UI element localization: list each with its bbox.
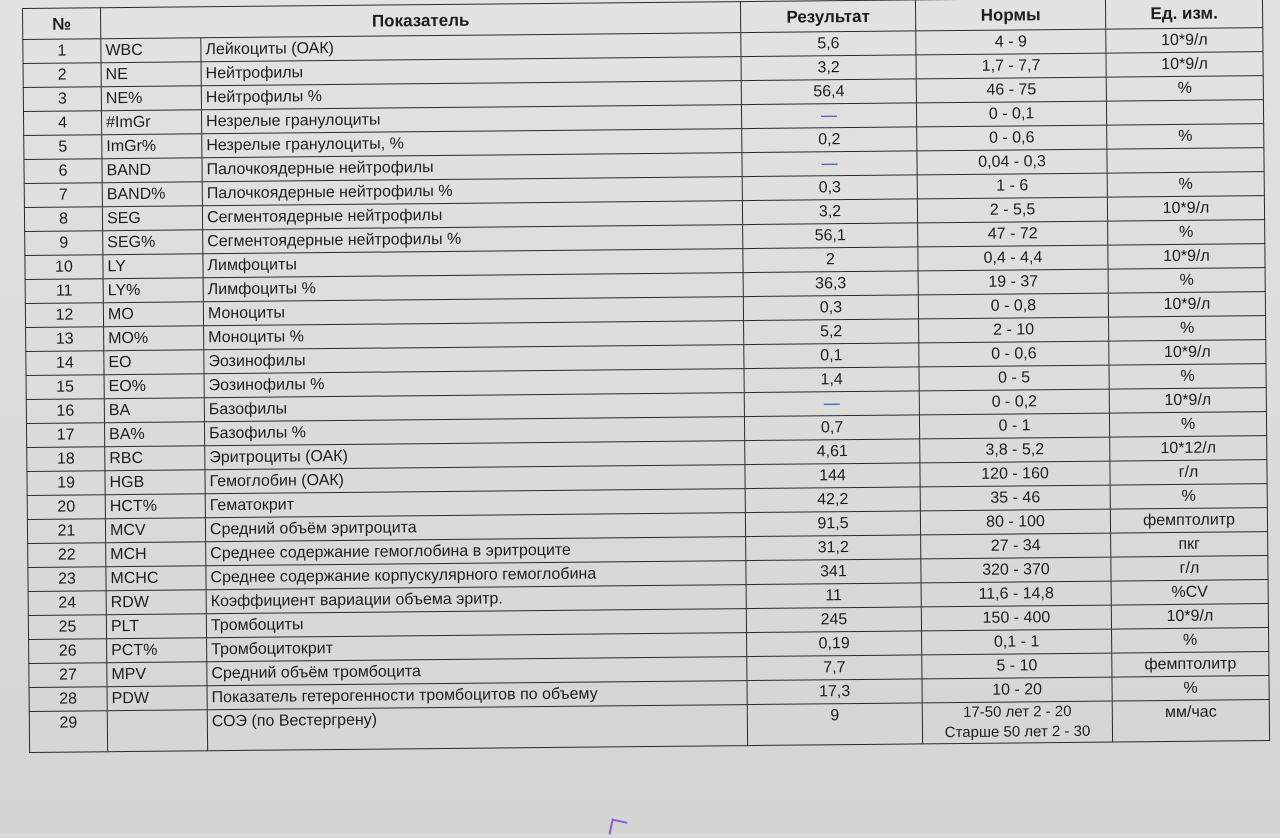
pen-mark [609,819,628,838]
row-result: 1,4 [744,367,919,393]
row-number: 11 [25,279,103,304]
row-number: 26 [29,639,107,664]
row-result: 36,3 [743,271,918,297]
row-number: 20 [27,495,105,520]
row-unit: 10*9/л [1109,340,1266,366]
row-number: 3 [23,87,101,112]
row-code: EO% [104,374,204,399]
row-result: 42,2 [745,487,920,513]
row-unit: % [1112,676,1269,702]
row-indicator-name: Сегментоядерные нейтрофилы [202,201,742,230]
row-result: — [741,103,916,129]
row-result: 0,1 [744,343,919,369]
row-indicator-name: Нейтрофилы [201,57,741,86]
row-norm: 1,7 - 7,7 [916,53,1106,79]
row-unit: % [1106,76,1263,102]
row-indicator-name: Среднее содержание корпускулярного гемоглобина [206,561,746,590]
row-norm [922,701,1112,744]
row-result: 7,7 [747,655,922,681]
row-number: 6 [24,159,102,184]
row-norm: 2 - 10 [919,317,1109,343]
row-indicator-name: Эозинофилы [204,345,744,374]
row-indicator-name: Средний объём эритроцита [205,513,745,542]
row-unit: г/л [1111,556,1268,582]
row-code: ImGr% [102,134,202,159]
row-norm: 150 - 400 [921,605,1111,631]
row-indicator-name: Тромбоциты [206,609,746,638]
row-norm: 0 - 0,2 [919,389,1109,415]
row-number: 10 [25,255,103,280]
row-norm: 47 - 72 [918,221,1108,247]
row-norm: 0,1 - 1 [922,629,1112,655]
row-number: 8 [24,207,102,232]
row-result: 0,19 [747,631,922,657]
row-unit: 10*9/л [1111,604,1268,630]
row-norm-line-1: 17-50 лет 2 - 20 [962,702,1072,721]
row-indicator-name: Нейтрофилы % [201,81,741,110]
row-indicator-name: Показатель гетерогенности тромбоцитов по объему [207,681,747,710]
row-indicator-name: Лимфоциты [203,249,743,278]
row-norm: 3,8 - 5,2 [920,437,1110,463]
row-indicator-name: Среднее содержание гемоглобина в эритроците [206,537,746,566]
row-number: 17 [26,423,104,448]
row-indicator-name: Коэффициент вариации объема эритр. [206,585,746,614]
row-unit: фемптолитр [1110,508,1267,534]
row-result: 91,5 [745,511,920,537]
row-unit: 10*12/л [1110,436,1267,462]
row-norm: 320 - 370 [921,557,1111,583]
row-code: SEG [102,206,202,231]
row-indicator-name: Сегментоядерные нейтрофилы % [203,225,743,254]
row-norm: 46 - 75 [916,77,1106,103]
row-number: 7 [24,183,102,208]
row-code: WBC [101,38,201,63]
row-unit: 10*9/л [1107,196,1264,222]
row-indicator-name: Базофилы % [204,417,744,446]
header-number: № [23,8,101,40]
header-unit: Ед. изм. [1105,0,1262,29]
row-code: LY [103,254,203,279]
row-result: 3,2 [742,199,917,225]
row-code: EO [104,350,204,375]
row-code: LY% [103,278,203,303]
row-unit: 10*9/л [1108,244,1265,270]
row-indicator-name: Палочкоядерные нейтрофилы [202,153,742,182]
row-indicator-name: Моноциты % [204,321,744,350]
row-result: 245 [746,607,921,633]
row-unit [1107,148,1264,174]
table-body [23,28,1270,753]
row-result: 9 [747,703,922,746]
row-norm: 80 - 100 [920,509,1110,535]
row-indicator-name: Средний объём тромбоцита [207,657,747,686]
row-result: 0,3 [742,175,917,201]
row-code: MCH [106,542,206,567]
row-unit: % [1110,484,1267,510]
row-number: 4 [23,111,101,136]
row-norm: 0,4 - 4,4 [918,245,1108,271]
row-number: 27 [29,663,107,688]
row-unit [1106,100,1263,126]
row-norm: 11,6 - 14,8 [921,581,1111,607]
row-number: 5 [24,135,102,160]
row-indicator-name: Базофилы [204,393,744,422]
row-number: 29 [29,711,107,753]
row-indicator-name: Гемоглобин (ОАК) [205,465,745,494]
row-unit: 10*9/л [1108,292,1265,318]
row-indicator-name: Моноциты [203,297,743,326]
row-code: NE% [101,86,201,111]
row-result: 5,2 [744,319,919,345]
row-norm: 0 - 0,6 [919,341,1109,367]
row-code: SEG% [103,230,203,255]
row-unit: % [1108,268,1265,294]
row-code: PCT% [107,638,207,663]
row-unit: 10*9/л [1106,52,1263,78]
row-norm-line-2: Старше 50 лет 2 - 30 [944,722,1091,742]
row-norm: 0 - 0,1 [916,101,1106,127]
row-result: 0,7 [744,415,919,441]
row-norm: 2 - 5,5 [917,197,1107,223]
row-norm: 0 - 0,8 [918,293,1108,319]
row-code: PLT [106,614,206,639]
row-number: 24 [28,591,106,616]
row-indicator-name: Лейкоциты (ОАК) [201,33,741,62]
row-code: RDW [106,590,206,615]
row-code: HCT% [105,494,205,519]
lab-results-table [22,0,1270,753]
row-result: 31,2 [746,535,921,561]
header-norms: Нормы [915,0,1105,31]
row-unit: 10*9/л [1109,388,1266,414]
row-unit: % [1109,364,1266,390]
row-norm: 5 - 10 [922,653,1112,679]
row-code: BAND% [102,182,202,207]
row-number: 21 [27,519,105,544]
row-code: HGB [105,470,205,495]
row-unit: пкг [1111,532,1268,558]
row-norm: 4 - 9 [916,29,1106,55]
row-indicator-name: Незрелые гранулоциты, % [202,129,742,158]
row-result: 144 [745,463,920,489]
row-number: 25 [28,615,106,640]
row-number: 15 [26,375,104,400]
row-indicator-name: СОЭ (по Вестергрену) [207,705,747,751]
row-unit: г/л [1110,460,1267,486]
row-result: 0,2 [742,127,917,153]
row-number: 2 [23,63,101,88]
header-result: Результат [740,0,915,33]
row-result: — [742,151,917,177]
row-result: 11 [746,583,921,609]
row-unit: 10*9/л [1106,28,1263,54]
header-indicator: Показатель [101,2,741,39]
row-unit: % [1107,124,1264,150]
row-number: 13 [26,327,104,352]
row-code: MCV [105,518,205,543]
row-code: RBC [105,446,205,471]
row-code: MPV [107,662,207,687]
row-indicator-name: Палочкоядерные нейтрофилы % [202,177,742,206]
row-result: — [744,391,919,417]
row-result: 2 [743,247,918,273]
row-norm: 0 - 5 [919,365,1109,391]
row-number: 12 [25,303,103,328]
row-code: MO [103,302,203,327]
row-number: 9 [25,231,103,256]
row-code: #ImGr [101,110,201,135]
row-number: 14 [26,351,104,376]
row-unit: % [1107,172,1264,198]
row-code: MCHC [106,566,206,591]
row-norm: 120 - 160 [920,461,1110,487]
row-result: 17,3 [747,679,922,705]
row-result: 4,61 [745,439,920,465]
row-indicator-name: Эозинофилы % [204,369,744,398]
row-indicator-name: Лимфоциты % [203,273,743,302]
row-number: 22 [28,543,106,568]
row-code: PDW [107,686,207,711]
row-unit: мм/час [1112,700,1269,743]
row-code: BAND [102,158,202,183]
row-unit: % [1108,220,1265,246]
row-code: MO% [104,326,204,351]
row-number: 23 [28,567,106,592]
row-unit: %CV [1111,580,1268,606]
row-number: 28 [29,687,107,712]
row-code: NE [101,62,201,87]
row-result: 5,6 [741,31,916,57]
row-number: 1 [23,39,101,64]
row-number: 18 [27,447,105,472]
row-number: 16 [26,399,104,424]
row-norm: 1 - 6 [917,173,1107,199]
row-norm: 19 - 37 [918,269,1108,295]
row-unit: % [1112,628,1269,654]
row-indicator-name: Эритроциты (ОАК) [205,441,745,470]
row-code: BA% [104,422,204,447]
row-norm: 35 - 46 [920,485,1110,511]
row-norm: 0 - 0,6 [917,125,1107,151]
row-code [107,710,207,752]
row-norm: 0 - 1 [919,413,1109,439]
row-norm: 27 - 34 [921,533,1111,559]
row-unit: фемптолитр [1112,652,1269,678]
row-result: 3,2 [741,55,916,81]
row-number: 19 [27,471,105,496]
row-indicator-name: Гематокрит [205,489,745,518]
row-unit: % [1109,412,1266,438]
row-code: BA [104,398,204,423]
row-result: 56,1 [743,223,918,249]
row-norm: 10 - 20 [922,677,1112,703]
row-indicator-name: Тромбоцитокрит [207,633,747,662]
row-unit: % [1109,316,1266,342]
row-result: 0,3 [743,295,918,321]
row-norm: 0,04 - 0,3 [917,149,1107,175]
row-result: 341 [746,559,921,585]
row-result: 56,4 [741,79,916,105]
row-indicator-name: Незрелые гранулоциты [201,105,741,134]
